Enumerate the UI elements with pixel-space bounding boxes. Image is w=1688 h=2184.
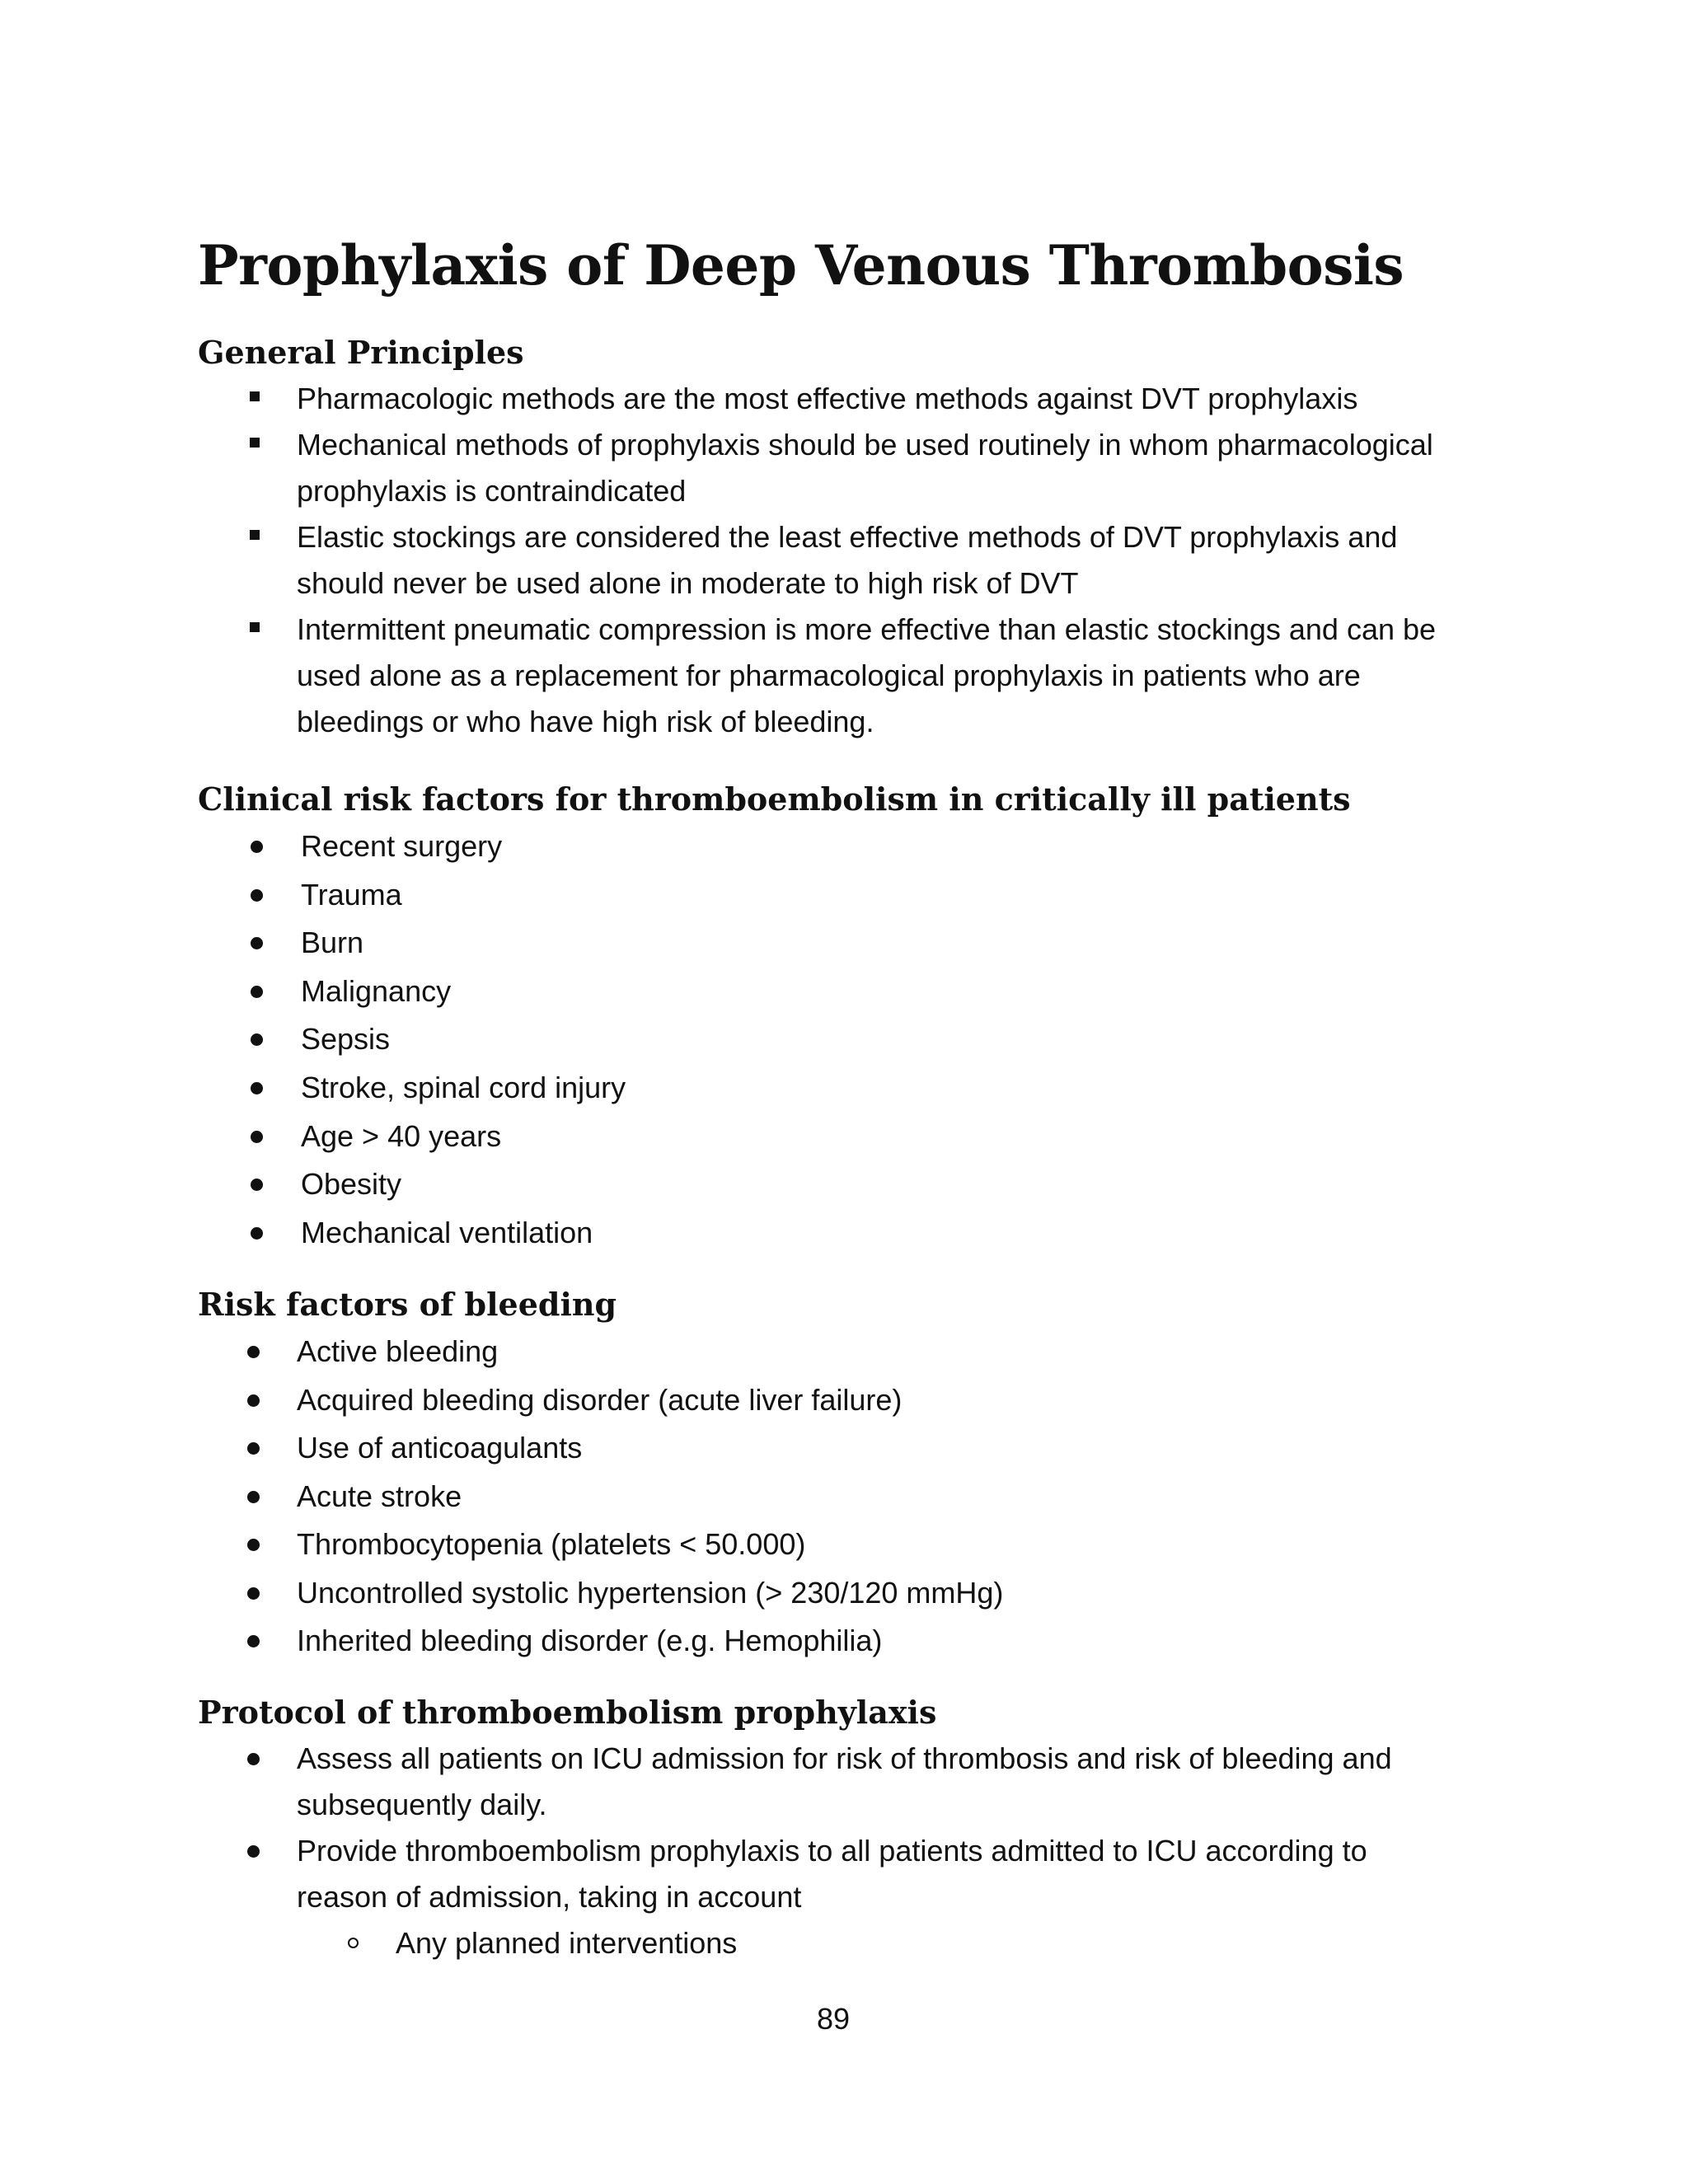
- bullet-dot-icon: [247, 1346, 260, 1358]
- list-item: [198, 1328, 1517, 1376]
- bullet-dot-icon: [247, 1394, 260, 1407]
- bullet-dot-icon: [251, 1033, 263, 1046]
- list-item-text: Provide thromboembolism prophylaxis to all patients admitted to ICU according to: [297, 1834, 1367, 1868]
- sub-list-item: [198, 1920, 1517, 1966]
- page-title: Prophylaxis of Deep Venous Thrombosis: [198, 233, 1404, 298]
- bullet-dot-icon: [247, 1753, 260, 1765]
- list-item-text: Any planned interventions: [396, 1926, 738, 1960]
- list-item-text: Acute stroke: [297, 1479, 462, 1513]
- list-item-text: used alone as a replacement for pharmacological prophylaxis in patients who are: [297, 658, 1361, 692]
- list-item: [198, 1376, 1517, 1425]
- list-item-text: Trauma: [301, 877, 402, 912]
- list-item-text: prophylaxis is contraindicated: [297, 474, 687, 508]
- list-item: [198, 823, 1517, 871]
- list-item: [198, 1064, 1517, 1113]
- list-item: [198, 1617, 1517, 1666]
- general-principles-list: [198, 376, 1517, 745]
- list-item-text: Burn: [301, 926, 364, 960]
- list-item-text: reason of admission, taking in account: [297, 1880, 802, 1914]
- list-item: [198, 1736, 1517, 1782]
- bullet-dot-icon: [251, 1082, 263, 1094]
- bleeding-risk-factors-heading: Risk factors of bleeding: [198, 1286, 617, 1323]
- general-principles-section: [198, 330, 1517, 745]
- list-item: [198, 919, 1517, 968]
- clinical-risk-factors-list: [198, 823, 1517, 1257]
- list-item-text: subsequently daily.: [297, 1788, 547, 1821]
- bullet-dot-icon: [251, 1131, 263, 1143]
- bullet-dot-icon: [251, 1227, 263, 1240]
- list-item: [198, 1209, 1517, 1258]
- square-bullet-icon: [250, 530, 260, 540]
- list-item-text: Pharmacologic methods are the most effective methods against DVT prophylaxis: [297, 382, 1358, 415]
- list-item-text: Age > 40 years: [301, 1118, 502, 1153]
- bullet-dot-icon: [247, 1539, 260, 1551]
- list-item-text: Uncontrolled systolic hypertension (> 230/120 mmHg): [297, 1575, 1004, 1610]
- list-item-text: should never be used alone in moderate to high risk of DVT: [297, 566, 1079, 600]
- list-item-continuation: [198, 468, 1517, 514]
- clinical-risk-factors-section: [198, 776, 1517, 1257]
- list-item: [198, 1521, 1517, 1569]
- list-item: [198, 871, 1517, 920]
- square-bullet-icon: [250, 438, 260, 448]
- bullet-dot-icon: [247, 1442, 260, 1455]
- bullet-dot-icon: [251, 937, 263, 949]
- list-item-continuation: [198, 653, 1517, 699]
- clinical-risk-factors-heading: Clinical risk factors for thromboembolism in critically ill patients: [198, 780, 1351, 818]
- protocol-section: [198, 1690, 1517, 1966]
- list-item-text: Inherited bleeding disorder (e.g. Hemophilia): [297, 1624, 883, 1657]
- list-item: [198, 1473, 1517, 1521]
- list-item: [198, 1828, 1517, 1874]
- list-item-text: Recent surgery: [301, 829, 503, 863]
- list-item: [198, 1569, 1517, 1618]
- list-item: [198, 1424, 1517, 1473]
- list-item-text: Intermittent pneumatic compression is more effective than elastic stockings and can be: [297, 612, 1437, 646]
- bullet-dot-icon: [247, 1845, 260, 1858]
- list-item-text: Obesity: [301, 1167, 402, 1202]
- list-item: [198, 1160, 1517, 1209]
- list-item: [198, 514, 1517, 560]
- list-item-continuation: [198, 699, 1517, 745]
- general-principles-heading: General Principles: [198, 334, 524, 371]
- list-item: [198, 607, 1517, 653]
- square-bullet-icon: [250, 622, 260, 632]
- list-item-text: Thrombocytopenia (platelets < 50.000): [297, 1527, 806, 1561]
- list-item: [198, 422, 1517, 468]
- page-number: 89: [816, 2002, 851, 2036]
- bullet-dot-icon: [247, 1587, 260, 1600]
- list-item-text: Active bleeding: [297, 1334, 499, 1368]
- bullet-dot-icon: [251, 1179, 263, 1191]
- list-item: [198, 376, 1517, 422]
- list-item-text: Sepsis: [301, 1022, 391, 1057]
- list-item-continuation: [198, 1874, 1517, 1920]
- list-item-continuation: [198, 1782, 1517, 1828]
- bullet-dot-icon: [251, 986, 263, 998]
- protocol-list: [198, 1736, 1517, 1966]
- list-item: [198, 968, 1517, 1016]
- bleeding-risk-factors-section: [198, 1282, 1517, 1666]
- list-item-text: Malignancy: [301, 973, 452, 1008]
- bullet-dot-icon: [251, 889, 263, 902]
- bullet-dot-icon: [247, 1491, 260, 1503]
- list-item-text: Stroke, spinal cord injury: [301, 1070, 626, 1104]
- protocol-heading: Protocol of thromboembolism prophylaxis: [198, 1694, 937, 1731]
- square-bullet-icon: [250, 391, 260, 401]
- hollow-bullet-icon: [348, 1938, 359, 1948]
- list-item-text: bleedings or who have high risk of bleeding.: [297, 705, 874, 738]
- list-item-text: Acquired bleeding disorder (acute liver failure): [297, 1382, 903, 1417]
- bullet-dot-icon: [251, 841, 263, 853]
- list-item-text: Mechanical methods of prophylaxis should be used routinely in whom pharmacological: [297, 428, 1433, 462]
- list-item-text: Use of anticoagulants: [297, 1431, 583, 1465]
- list-item: [198, 1113, 1517, 1161]
- list-item-text: Assess all patients on ICU admission for risk of thrombosis and risk of bleeding and: [297, 1741, 1392, 1775]
- list-item-text: Elastic stockings are considered the least effective methods of DVT prophylaxis and: [297, 520, 1398, 554]
- list-item: [198, 1015, 1517, 1064]
- bullet-dot-icon: [247, 1635, 260, 1647]
- list-item-continuation: [198, 560, 1517, 607]
- bleeding-risk-factors-list: [198, 1328, 1517, 1666]
- list-item-text: Mechanical ventilation: [301, 1215, 593, 1249]
